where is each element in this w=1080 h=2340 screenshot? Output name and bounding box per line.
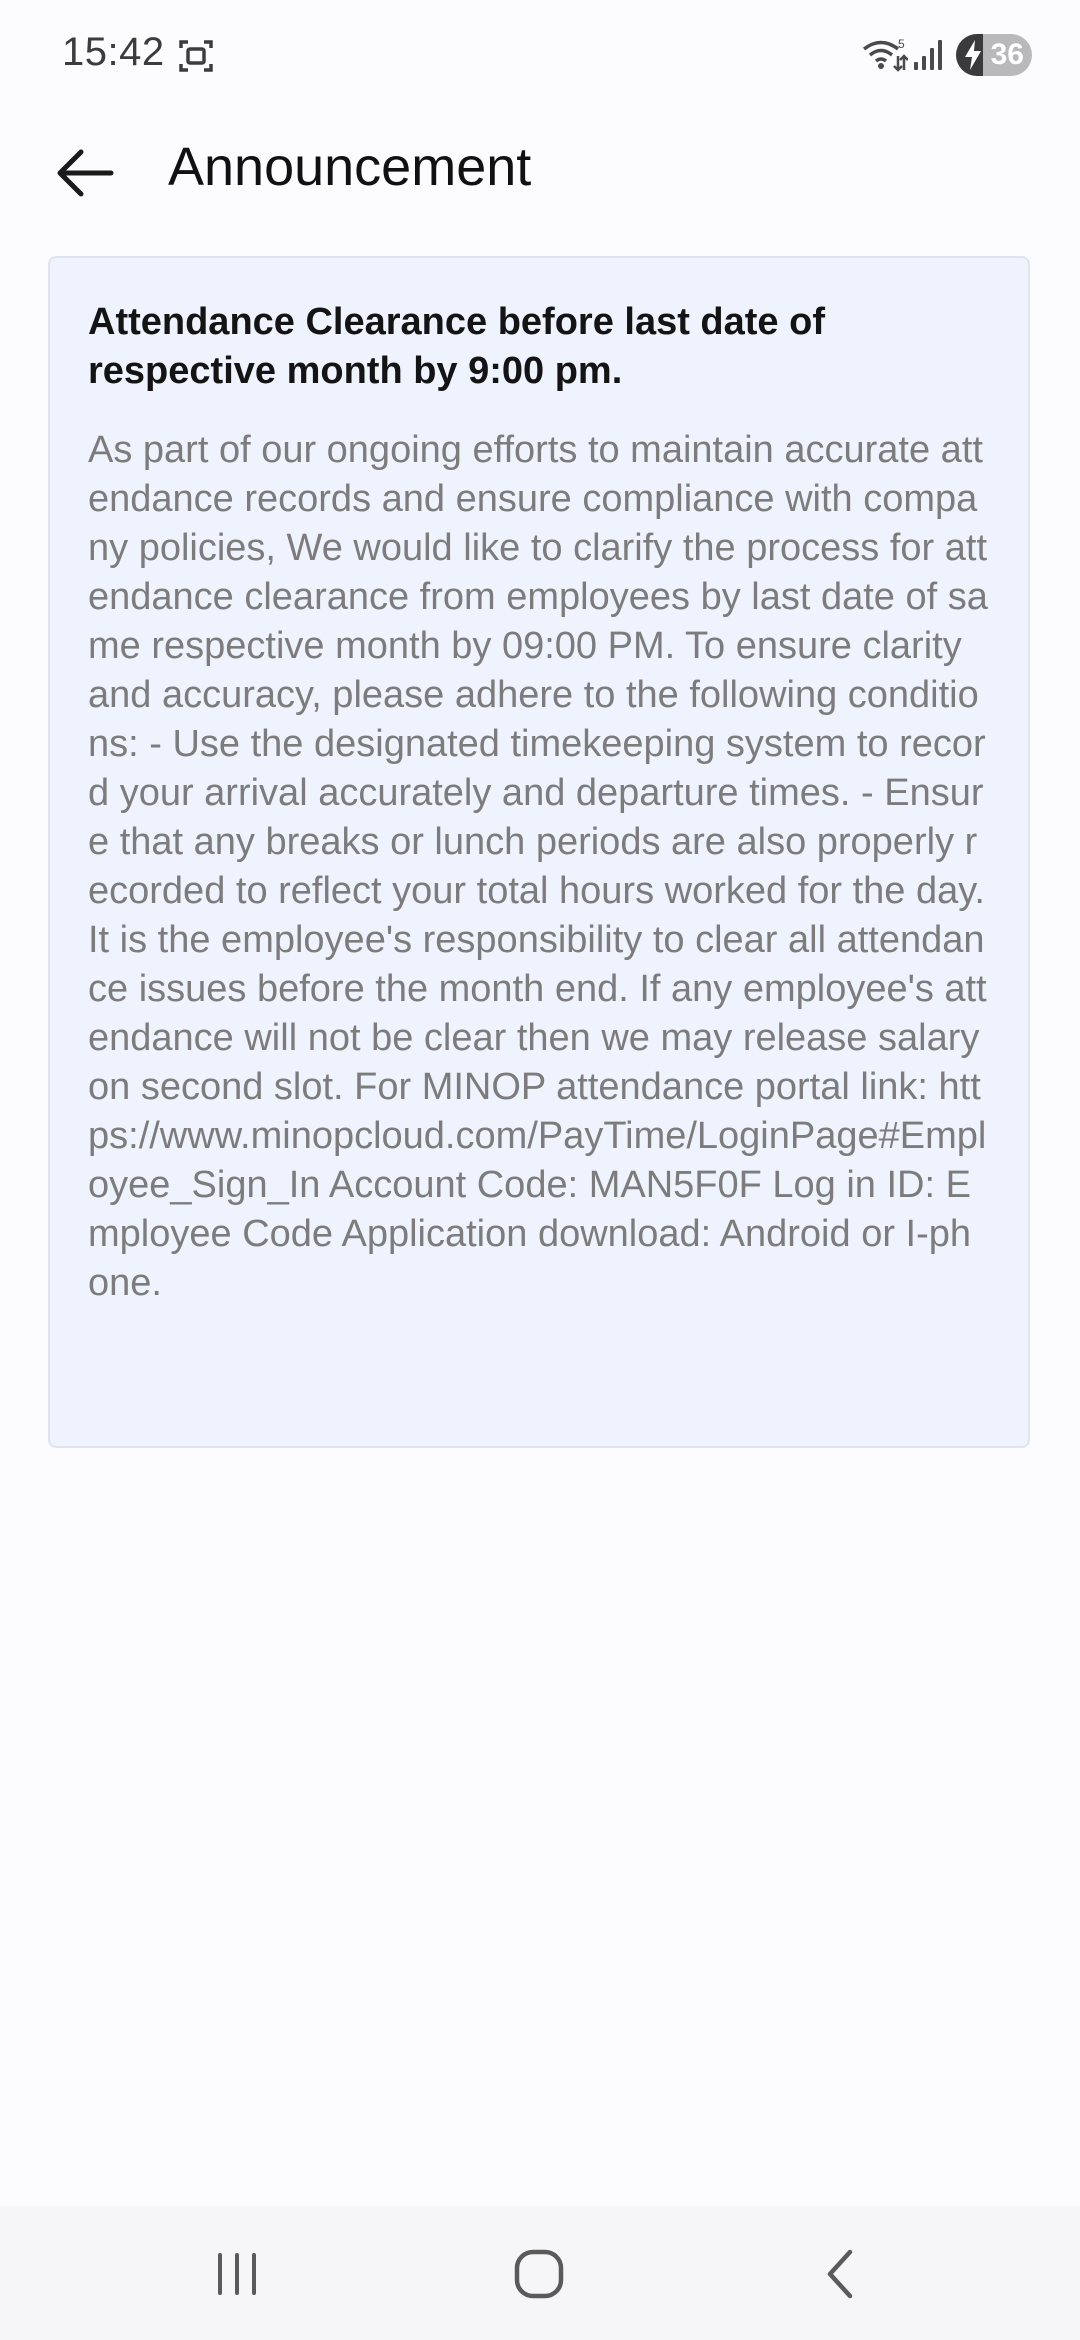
home-icon	[511, 2246, 567, 2302]
recent-apps-button[interactable]	[192, 2234, 282, 2314]
screenshot-icon	[178, 38, 214, 74]
battery-charging-icon	[962, 39, 984, 71]
battery-level: 36	[990, 38, 1024, 71]
back-icon	[816, 2246, 866, 2302]
status-time: 15:42	[62, 30, 165, 74]
recent-apps-icon	[212, 2249, 262, 2299]
svg-text:5: 5	[898, 37, 905, 51]
signal-icon	[912, 38, 946, 70]
status-bar	[0, 0, 1080, 110]
app-bar	[0, 110, 1080, 220]
arrow-left-icon	[55, 148, 115, 198]
page-title: Announcement	[168, 137, 532, 197]
announcement-body: As part of our ongoing efforts to maintain accurate attendance records and ensure compliance with company policies, We would like to clarify the process for attendance clearance from employees by last date of same respective month by 09:00 PM. To ensure clarity and accuracy, please adhere to the following conditions: - Use the designated timekeeping system to record your arrival accurately and departure times. - Ensure that any breaks or lunch periods are also properly recorded to reflect your total hours worked for the day. It is the employee's responsibility to clear all attendance issues before the month end. If any employee's attendance will not be clear then we may release salary on second slot. For MINOP attendance portal link: https://www.minopcloud.com/PayTime/LoginPage#Employee_Sign_In Account Code: MAN5F0F Log in ID: Employee Code Application download: Android or I-phone.	[88, 429, 988, 1304]
navigation-bar	[0, 2206, 1080, 2340]
announcement-title: Attendance Clearance before last date of respective month by 9:00 pm.	[88, 301, 825, 392]
announcement-card	[48, 256, 1030, 1448]
home-button[interactable]	[494, 2234, 584, 2314]
back-button[interactable]	[40, 128, 130, 218]
battery-indicator	[956, 34, 1032, 76]
wifi-icon	[862, 36, 908, 72]
nav-back-button[interactable]	[796, 2234, 886, 2314]
